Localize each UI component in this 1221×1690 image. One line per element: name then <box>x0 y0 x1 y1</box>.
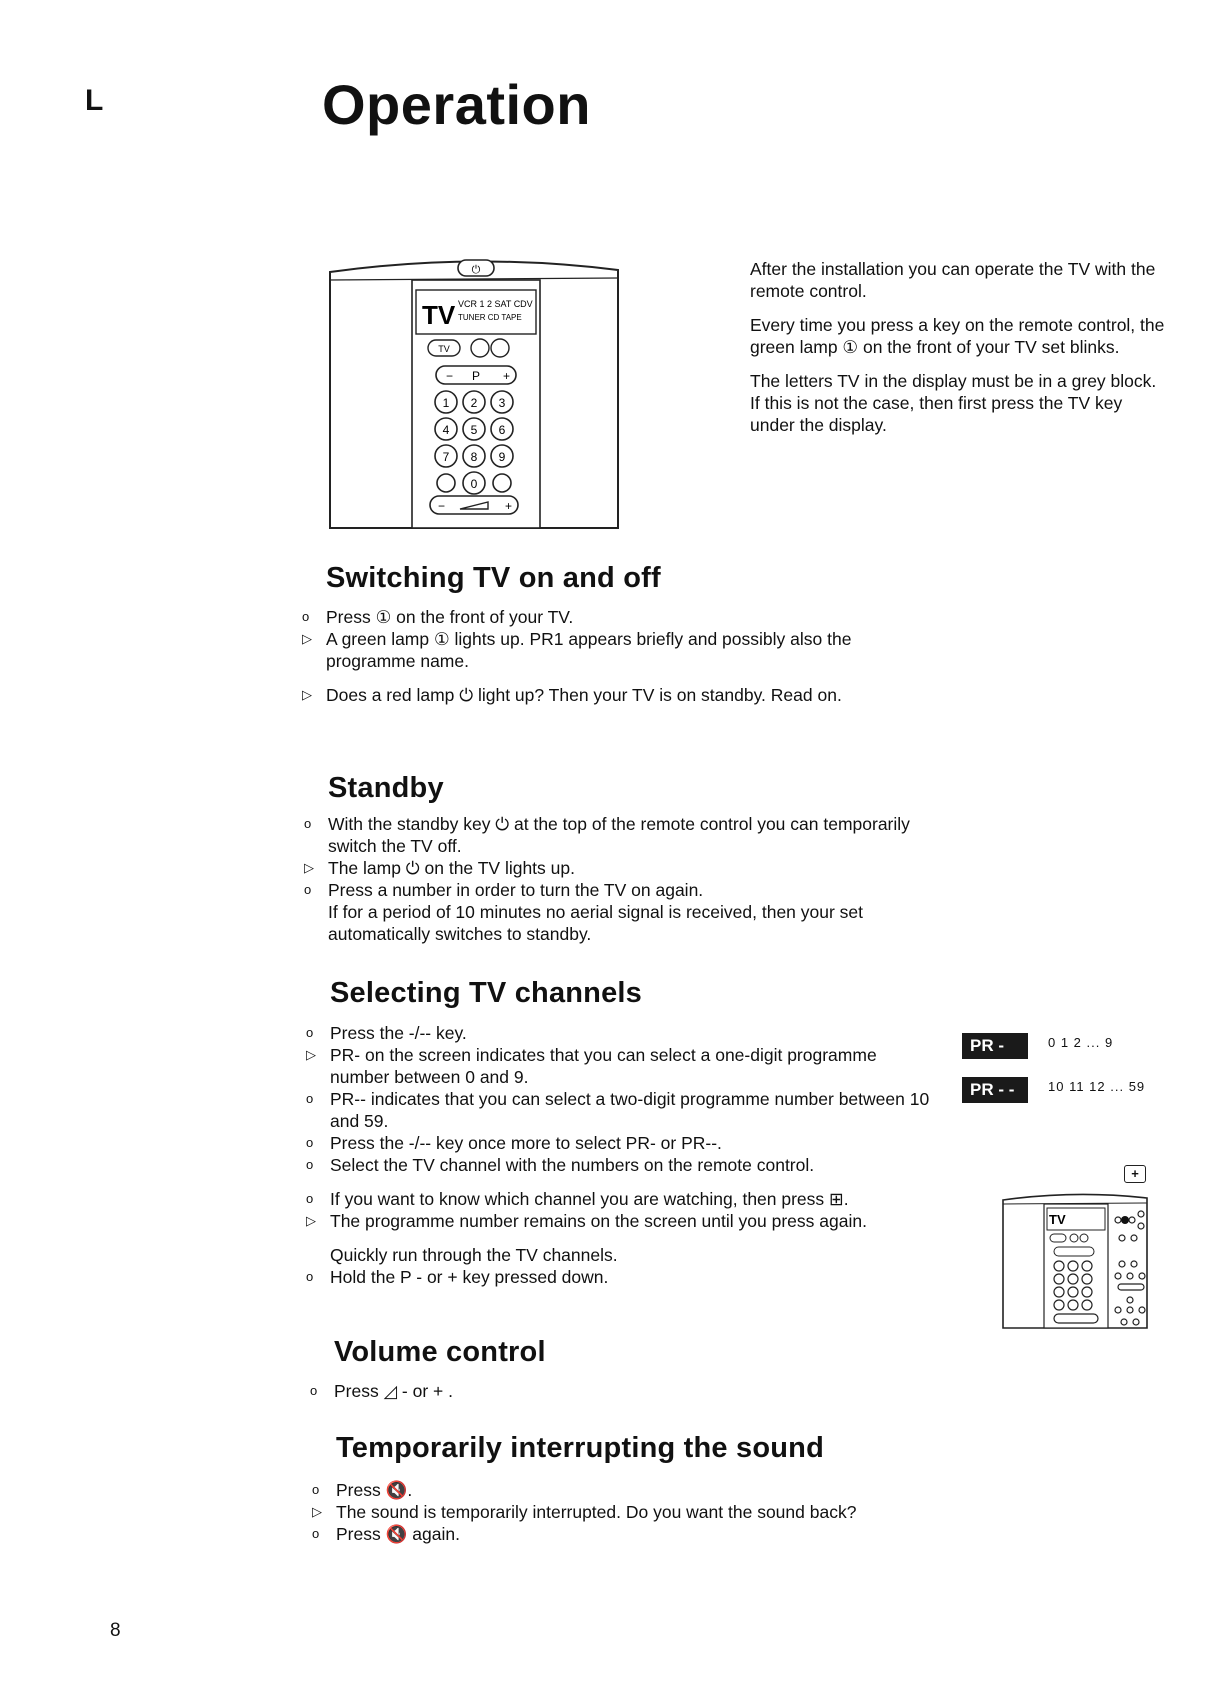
pr-two-digit-badge: PR - - <box>962 1077 1028 1103</box>
remote-control-illustration <box>328 250 620 530</box>
svg-text:−: − <box>438 499 446 513</box>
pr-one-digit-range: 0 1 2 ... 9 <box>1048 1035 1114 1050</box>
section-title-mute: Temporarily interrupting the sound <box>336 1432 825 1464</box>
selecting-list <box>306 1022 940 1288</box>
list-item: ▷ A green lamp ① lights up. PR1 appears briefly and possibly also the programme name. <box>302 629 852 671</box>
pr-two-digit-range: 10 11 12 ... 59 <box>1048 1079 1146 1094</box>
svg-text:1: 1 <box>442 396 450 410</box>
svg-text:TUNER CD TAPE: TUNER CD TAPE <box>458 313 522 322</box>
list-item: ▷ The programme number remains on the screen until you press again. <box>306 1211 867 1231</box>
standby-list <box>304 813 944 945</box>
section-title-switching: Switching TV on and off <box>326 562 661 594</box>
intro-paragraph: After the installation you can operate the TV with the remote control. <box>750 259 1156 301</box>
list-item: Quickly run through the TV channels. <box>330 1245 618 1265</box>
list-item: o PR-- indicates that you can select a two-digit programme number between 10 and 59. <box>306 1089 930 1131</box>
svg-text:8: 8 <box>470 450 478 464</box>
pr-one-digit-badge: PR - <box>962 1033 1028 1059</box>
list-item: If for a period of 10 minutes no aerial signal is received, then your set automatically switches to standby. <box>328 902 864 944</box>
svg-text:7: 7 <box>442 450 450 464</box>
section-title-standby: Standby <box>328 772 444 804</box>
list-item: o Press ◿ - or + . <box>310 1381 453 1401</box>
intro-paragraph: Every time you press a key on the remote control, the green lamp ① on the front of your TV set blinks. <box>750 315 1165 357</box>
list-item: o Press ① on the front of your TV. <box>302 607 574 627</box>
svg-text:6: 6 <box>498 423 506 437</box>
list-item: ▷ The lamp ⏻ on the TV lights up. <box>304 858 575 878</box>
volume-list <box>310 1380 910 1402</box>
list-item: o Press the -/-- key. <box>306 1023 467 1043</box>
svg-text:VCR 1 2 SAT CDV: VCR 1 2 SAT CDV <box>458 299 533 309</box>
section-title-volume: Volume control <box>334 1336 546 1368</box>
svg-text:9: 9 <box>498 450 506 464</box>
svg-text:TV: TV <box>438 344 450 354</box>
small-remote-illustration <box>1002 1190 1148 1330</box>
list-item: ▷ PR- on the screen indicates that you can select a one-digit programme number between 0 and 9. <box>306 1045 877 1087</box>
list-item: o With the standby key ⏻ at the top of the remote control you can temporarily switch the TV off. <box>304 814 910 856</box>
list-item: o Press a number in order to turn the TV on again. <box>304 880 704 900</box>
page-title: Operation <box>322 73 591 136</box>
list-item: ▷ Does a red lamp ⏻ light up? Then your TV is on standby. Read on. <box>302 685 842 705</box>
svg-text:−: − <box>446 369 454 383</box>
svg-text:⏻: ⏻ <box>471 264 481 276</box>
intro-paragraph: The letters TV in the display must be in a grey block. <box>750 371 1157 391</box>
list-item: o Press 🔇. <box>312 1480 413 1500</box>
info-key-icon: + <box>1124 1165 1146 1183</box>
list-item: ▷ The sound is temporarily interrupted. Do you want the sound back? <box>312 1502 857 1522</box>
list-item: o Select the TV channel with the numbers on the remote control. <box>306 1155 815 1175</box>
page-number: 8 <box>110 1620 121 1641</box>
svg-text:TV: TV <box>1049 1212 1066 1227</box>
svg-text:5: 5 <box>470 423 478 437</box>
svg-text:2: 2 <box>470 396 478 410</box>
switching-list <box>302 606 902 706</box>
mute-list <box>312 1479 912 1545</box>
intro-paragraph: If this is not the case, then first press the TV key under the display. <box>750 393 1123 435</box>
intro-text <box>750 258 1170 448</box>
list-item: o Press the -/-- key once more to select PR- or PR--. <box>306 1133 722 1153</box>
list-item: o Hold the P - or + key pressed down. <box>306 1267 609 1287</box>
corner-mark: L <box>85 84 104 117</box>
svg-text:3: 3 <box>498 396 506 410</box>
list-item: o If you want to know which channel you are watching, then press ⊞. <box>306 1189 849 1209</box>
svg-text:0: 0 <box>470 477 478 491</box>
section-title-selecting: Selecting TV channels <box>330 977 643 1009</box>
list-item: o Press 🔇 again. <box>312 1524 460 1544</box>
display-tv-label: TV <box>422 300 456 330</box>
svg-text:+: + <box>503 369 511 383</box>
svg-text:+: + <box>505 499 513 513</box>
svg-text:P: P <box>471 369 481 383</box>
svg-text:4: 4 <box>442 423 450 437</box>
